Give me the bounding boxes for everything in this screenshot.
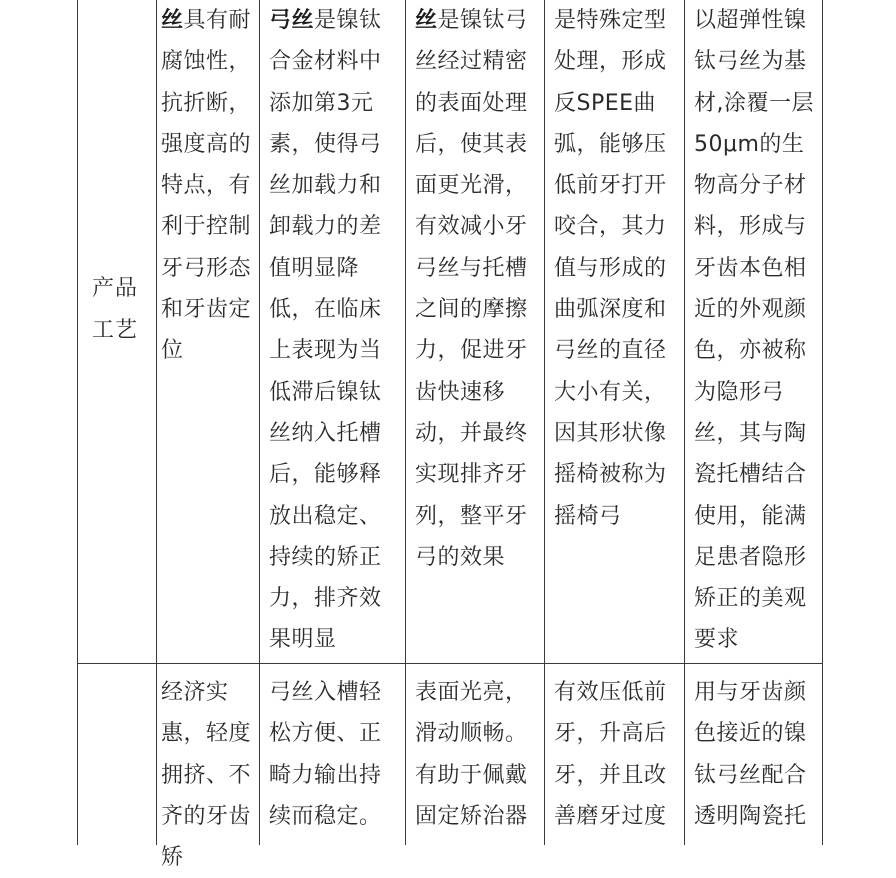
cell-bold-text: 丝 xyxy=(415,8,438,33)
table-cell xyxy=(269,0,397,661)
column-divider xyxy=(405,0,406,845)
table-cell xyxy=(415,0,543,578)
table-cell xyxy=(554,0,682,537)
row-label-line: 工艺 xyxy=(92,318,139,343)
cell-text: 是特殊定型处理，形成反SPEE曲弧，能够压低前牙打开咬合，其力值与形成的曲弧深度和弓丝的直径大小有关，因其形状像摇椅被称为摇椅弓 xyxy=(554,8,667,529)
cell-bold-text: 丝 xyxy=(161,8,184,33)
row-divider xyxy=(77,663,823,664)
table-border-right xyxy=(822,0,823,845)
cell-text: 具有耐腐蚀性，抗折断，强度高的特点，有利于控制牙弓形态和牙齿定位 xyxy=(161,8,252,364)
table-cell xyxy=(554,672,682,837)
row-label-line: 产品 xyxy=(92,276,139,301)
table-cell xyxy=(415,672,543,837)
cell-text: 弓丝入槽轻松方便、正畸力输出持续而稳定。 xyxy=(269,680,382,829)
cell-text: 是镍钛合金材料中添加第3元素，使得弓丝加载力和卸载力的差值明显降低，在临床上表现为当低滞后镍钛丝纳入托槽后，能够释放出稳定、持续的矫正力，排齐效果明显 xyxy=(269,8,382,653)
cell-text: 用与牙齿颜色接近的镍钛弓丝配合透明陶瓷托 xyxy=(694,680,807,829)
cell-bold-text: 弓丝 xyxy=(269,8,315,33)
cell-text: 表面光亮，滑动顺畅。有助于佩戴固定矫治器 xyxy=(415,680,528,829)
table-cell xyxy=(694,672,820,837)
column-divider xyxy=(684,0,685,845)
table-cell xyxy=(161,0,257,372)
row-label-product-process xyxy=(92,268,138,352)
cell-text: 以超弹性镍钛弓丝为基材,涂覆一层50μm的生物高分子材料，形成与牙齿本色相近的外观颜色，亦被称为隐形弓丝，其与陶瓷托槽结合使用，能满足患者隐形矫正的美观要求 xyxy=(694,8,814,653)
cell-text: 有效压低前牙，升高后牙，并且改善磨牙过度 xyxy=(554,680,667,829)
column-divider xyxy=(544,0,545,845)
column-divider xyxy=(259,0,260,845)
column-divider xyxy=(156,0,157,845)
cell-text: 是镍钛弓丝经过精密的表面处理后，使其表面更光滑，有效减小牙弓丝与托槽之间的摩擦力，促进牙齿快速移动，并最终实现排齐牙列，整平牙弓的效果 xyxy=(415,8,528,570)
cell-text: 经济实惠，轻度拥挤、不齐的牙齿矫 xyxy=(161,680,252,871)
table-cell xyxy=(161,672,257,878)
table-cell xyxy=(269,672,397,837)
table-border-left xyxy=(77,0,78,845)
table-cell xyxy=(694,0,820,661)
